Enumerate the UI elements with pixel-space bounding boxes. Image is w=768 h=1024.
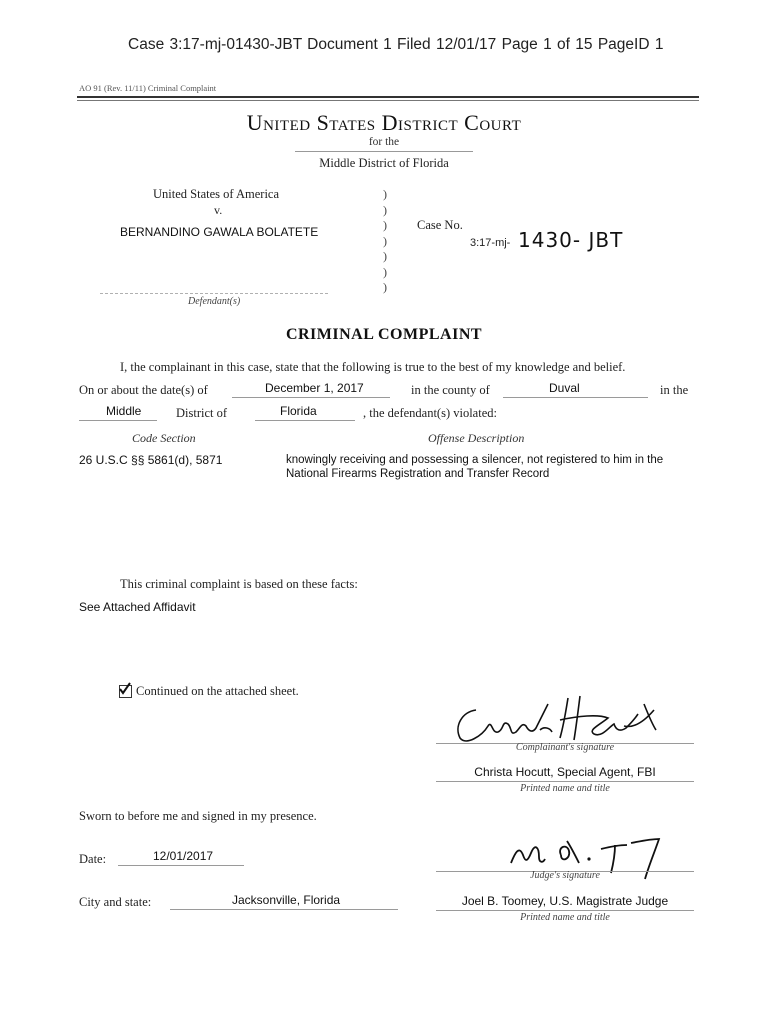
facts-intro: This criminal complaint is based on these facts: bbox=[120, 577, 358, 591]
complainant-name-title: Christa Hocutt, Special Agent, FBI bbox=[474, 765, 656, 779]
offense-description-line2: National Firearms Registration and Transfer Record bbox=[286, 468, 550, 480]
caption-parentheses: ) ) ) ) ) ) ) bbox=[383, 187, 387, 294]
case-no-handwritten: 1430- JBT bbox=[518, 228, 624, 252]
code-section-value: 26 U.S.C §§ 5861(d), 5871 bbox=[79, 453, 223, 467]
code-section-label: Code Section bbox=[132, 431, 196, 445]
in-the-label: in the bbox=[660, 383, 689, 397]
offense-date: December 1, 2017 bbox=[265, 381, 364, 395]
defendant-label: Defendant(s) bbox=[188, 296, 241, 307]
offense-description-label: Offense Description bbox=[428, 431, 525, 445]
case-no-label: Case No. bbox=[417, 218, 463, 232]
state-line bbox=[255, 420, 355, 421]
in-county-label: in the county of bbox=[411, 383, 490, 397]
district-line bbox=[295, 151, 473, 152]
sworn-statement: Sworn to before me and signed in my presence. bbox=[79, 809, 317, 823]
judge-printed-label: Printed name and title bbox=[520, 912, 610, 923]
city-state-label: City and state: bbox=[79, 895, 152, 909]
facts-value: See Attached Affidavit bbox=[79, 600, 196, 614]
on-or-about-label: On or about the date(s) of bbox=[79, 383, 208, 397]
plaintiff-name: United States of America bbox=[153, 187, 280, 201]
court-district: Middle District of Florida bbox=[319, 156, 449, 170]
county-value: Duval bbox=[549, 381, 580, 395]
complainant-printed-label: Printed name and title bbox=[520, 783, 610, 794]
judge-signature-label: Judge's signature bbox=[530, 870, 600, 881]
county-line bbox=[503, 397, 648, 398]
district-name-line bbox=[79, 420, 157, 421]
complainant-signature-label: Complainant's signature bbox=[515, 742, 615, 753]
city-state-line bbox=[170, 909, 398, 910]
date-line bbox=[118, 865, 244, 866]
district-value: Middle bbox=[106, 404, 142, 418]
complaint-intro: I, the complainant in this case, state that the following is true to the best of my knowledge and belief. bbox=[120, 360, 626, 374]
offense-date-line bbox=[232, 397, 390, 398]
court-title: United States District Court bbox=[246, 110, 522, 135]
complaint-heading: CRIMINAL COMPLAINT bbox=[285, 326, 483, 343]
continued-label: Continued on the attached sheet. bbox=[136, 684, 299, 698]
form-id: AO 91 (Rev. 11/11) Criminal Complaint bbox=[79, 83, 217, 93]
case-header-stamp: Case 3:17-mj-01430-JBT Document 1 Filed 12/01/17 Page 1 of 15 PageID 1 bbox=[128, 36, 664, 53]
date-value: 12/01/2017 bbox=[153, 849, 214, 863]
judge-printed-line bbox=[436, 910, 694, 911]
court-for-the: for the bbox=[368, 136, 400, 148]
continued-checkbox[interactable] bbox=[119, 685, 132, 698]
complainant-printed-line bbox=[436, 781, 694, 782]
defendant-line bbox=[100, 293, 328, 294]
violated-label: , the defendant(s) violated: bbox=[363, 406, 497, 420]
case-no-typed: 3:17-mj- bbox=[470, 237, 511, 249]
judge-name-title: Joel B. Toomey, U.S. Magistrate Judge bbox=[461, 894, 669, 908]
header-rule-bottom bbox=[77, 100, 699, 101]
city-state-value: Jacksonville, Florida bbox=[232, 893, 341, 907]
versus: v. bbox=[214, 203, 223, 217]
offense-description-line1: knowingly receiving and possessing a silencer, not registered to him in the bbox=[286, 454, 664, 466]
defendant-name: BERNANDINO GAWALA BOLATETE bbox=[120, 225, 319, 239]
district-of-label: District of bbox=[176, 406, 228, 420]
check-icon bbox=[118, 682, 132, 696]
date-label: Date: bbox=[79, 852, 107, 866]
header-rule-top bbox=[77, 96, 699, 98]
state-value: Florida bbox=[280, 404, 317, 418]
